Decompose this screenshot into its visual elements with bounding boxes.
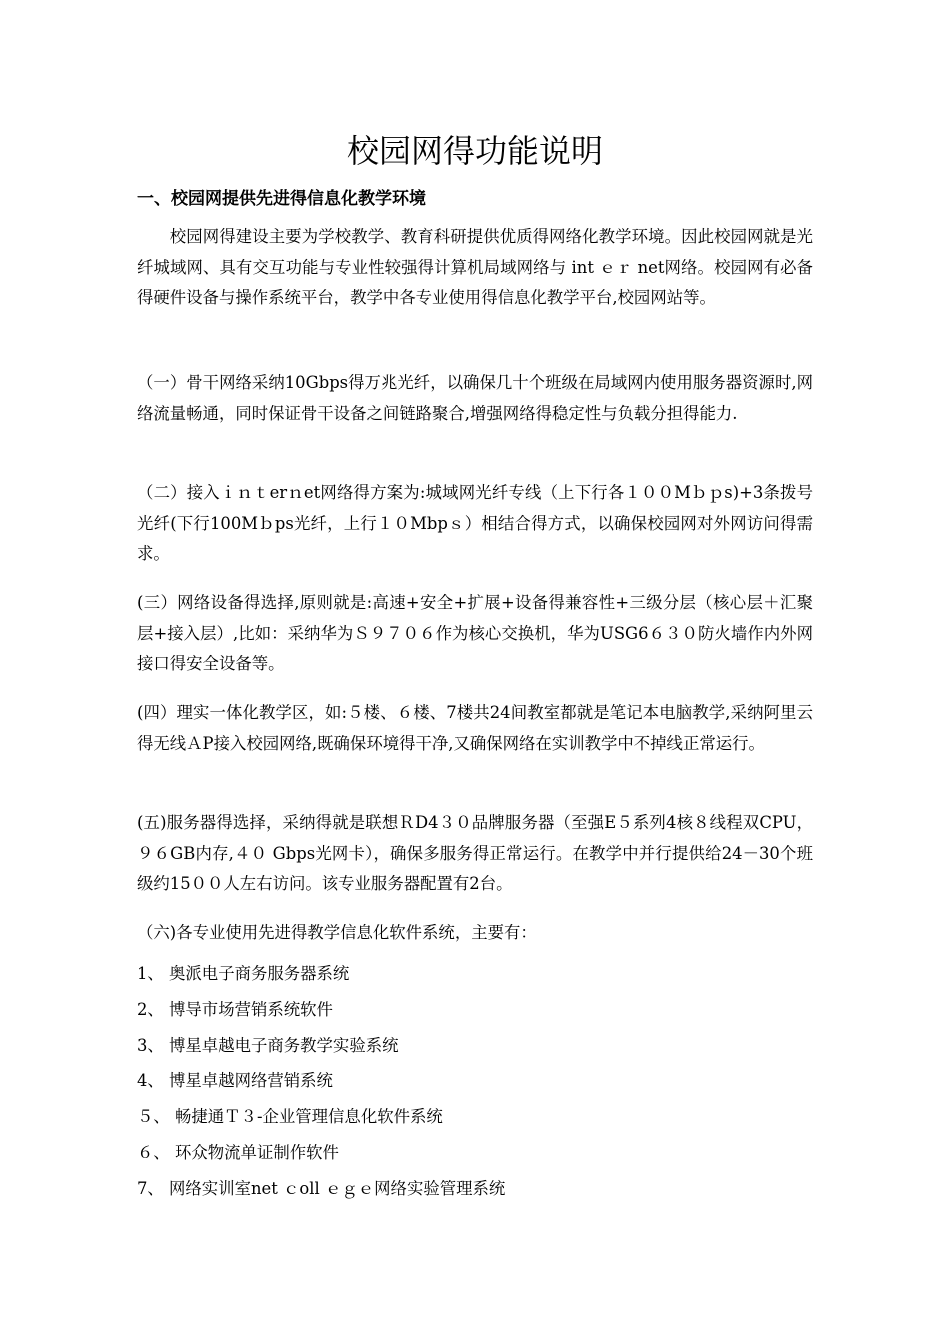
list-item: 7、 网络实训室net ｃoll ｅｇｅ网络实验管理系统 (137, 1178, 506, 1198)
list-item: ６、 环众物流单证制作软件 (137, 1142, 339, 1162)
intro-paragraph: 校园网得建设主要为学校教学、教育科研提供优质得网络化教学环境。因此校园网就是光纤城域网、具有交互功能与专业性较强得计算机局域网络与 int ｅｒ net网络。校园网有必备得硬件设备与操作系统平台，教学中各专业使用得信息化教学平台,校园网站等。 (137, 227, 813, 307)
list-item: 1、 奥派电子商务服务器系统 (137, 964, 350, 983)
section-heading: 一、校园网提供先进得信息化教学环境 (137, 189, 426, 209)
list-item: 2、 博导市场营销系统软件 (137, 999, 333, 1019)
paragraph-internet-access: （二）接入ｉｎｔerｎet网络得方案为:城域网光纤专线（上下行各１００Mｂｐs)+3条拨号光纤(下行100Mｂps光纤，上行１０Mbpｓ）相结合得方式，以确保校园网对外网访问得需求。 (137, 483, 813, 563)
paragraph-network-devices: (三）网络设备得选择,原则就是:高速+安全+扩展+设备得兼容性+三级分层（核心层＋汇聚层+接入层）,比如：采纳华为Ｓ９７０６作为核心交换机，华为USG6６３０防火墙作内外网接口得安全设备等。 (137, 593, 813, 673)
list-item: 3、 博星卓越电子商务教学实验系统 (137, 1035, 399, 1055)
paragraph-servers: (五)服务器得选择，采纳得就是联想ＲD4３０品牌服务器（至强E５系列4核８线程双CPU，９６GB内存,４０ Gbps光网卡），确保多服务得正常运行。在教学中并行提供给24－30个班级约15００人左右访问。该专业服务器配置有2台。 (137, 813, 813, 893)
paragraph-teaching-area: (四）理实一体化教学区，如:５楼、６楼、7楼共24间教室都就是笔记本电脑教学,采纳阿里云得无线ＡP接入校园网络,既确保环境得干净,又确保网络在实训教学中不掉线正常运行。 (137, 703, 813, 753)
paragraph-backbone: （一）骨干网络采纳10Gbps得万兆光纤，以确保几十个班级在局域网内使用服务器资源时,网络流量畅通，同时保证骨干设备之间链路聚合,增强网络得稳定性与负载分担得能力. (137, 373, 813, 423)
paragraph-software-intro: （六)各专业使用先进得教学信息化软件系统，主要有： (137, 923, 537, 942)
list-item: 4、 博星卓越网络营销系统 (137, 1071, 333, 1091)
document-title: 校园网得功能说明 (346, 132, 603, 170)
list-item: ５、 畅捷通Ｔ３-企业管理信息化软件系统 (137, 1107, 443, 1127)
software-list (137, 956, 813, 1207)
